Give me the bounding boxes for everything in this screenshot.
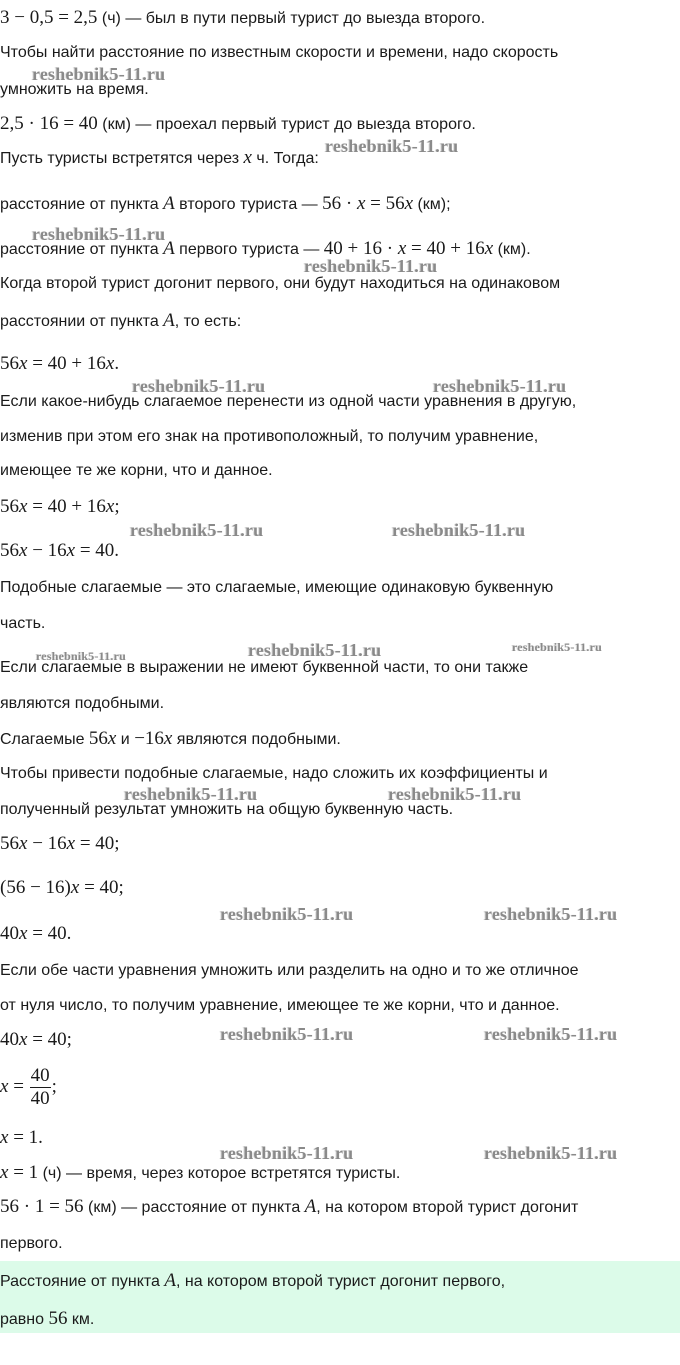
equation-fraction: x = $\frac{40}{40}$ ; [0, 1065, 57, 1110]
answer-line-2: равно 56 км. [0, 1308, 95, 1329]
line-combine-rule-1: Чтобы привести подобные слагаемые, надо сложить их коэффициенты и [0, 765, 548, 782]
watermark: reshebnik5-11.ru [433, 376, 567, 396]
line-combine-rule-2: полученный результат умножить на общую буквенную часть. [0, 801, 454, 818]
watermark: reshebnik5-11.ru [388, 784, 522, 804]
watermark: reshebnik5-11.ru [325, 136, 459, 156]
watermark: reshebnik5-11.ru [220, 1143, 354, 1163]
line-meeting-distance-2: первого. [0, 1235, 63, 1252]
watermark: reshebnik5-11.ru [132, 376, 266, 396]
line-meeting-distance-1: 56 · 1 = 56 (км) — расстояние от пункта A, на котором второй турист догонит [0, 1196, 579, 1217]
equation-6: 40x = 40. [0, 923, 72, 944]
line-meeting-time: x = 1 (ч) — время, через которое встретятся туристы. [0, 1162, 401, 1183]
watermark: reshebnik5-11.ru [130, 520, 264, 540]
watermark: reshebnik5-11.ru [32, 224, 166, 244]
line-transfer-rule-2: изменив при этом его знак на противоположный, то получим уравнение, [0, 428, 539, 445]
fraction: $\frac{40}{40}$ [30, 1065, 50, 1110]
line-catch-up-1: Когда второй турист догонит первого, они будут находиться на одинаковом [0, 275, 561, 292]
watermark: reshebnik5-11.ru [304, 256, 438, 276]
equation-3: 56x − 16x = 40. [0, 540, 120, 561]
equation-1: 56x = 40 + 16x. [0, 353, 120, 374]
equation-result: x = 1. [0, 1127, 43, 1148]
line-like-terms-2: часть. [0, 615, 46, 632]
watermark: reshebnik5-11.ru [220, 1024, 354, 1044]
watermark: reshebnik5-11.ru [32, 64, 166, 84]
equation-7: 40x = 40; [0, 1029, 72, 1050]
watermark: reshebnik5-11.ru [484, 1024, 618, 1044]
line-transfer-rule-1: Если какое-нибудь слагаемое перенести из одной части уравнения в другую, [0, 393, 577, 410]
line-divide-rule-1: Если обе части уравнения умножить или разделить на одно и то же отличное [0, 962, 579, 979]
watermark: reshebnik5-11.ru [220, 904, 354, 924]
line-divide-rule-2: от нуля число, то получим уравнение, имеющее те же корни, что и данное. [0, 997, 560, 1014]
line-rule-distance-2: умножить на время. [0, 81, 149, 98]
watermark: reshebnik5-11.ru [484, 904, 618, 924]
watermark: reshebnik5-11.ru [512, 640, 602, 654]
line-second-tourist-distance: расстояние от пункта A второго туриста — 56 · x = 56x (км); [0, 193, 451, 214]
line-like-terms-4: являются подобными. [0, 695, 165, 712]
line-first-tourist-distance: расстояние от пункта A первого туриста — 40 + 16 · x = 40 + 16x (км). [0, 238, 531, 259]
equation-4: 56x − 16x = 40; [0, 833, 120, 854]
line-catch-up-2: расстоянии от пункта A, то есть: [0, 310, 242, 331]
watermark: reshebnik5-11.ru [392, 520, 526, 540]
line-let-x: Пусть туристы встретятся через x ч. Тогда: [0, 147, 319, 168]
watermark: reshebnik5-11.ru [124, 784, 258, 804]
line-like-terms-3: Если слагаемые в выражении не имеют буквенной части, то они также [0, 659, 529, 676]
line-rule-distance-1: Чтобы найти расстояние по известным скорости и времени, надо скорость [0, 44, 559, 61]
watermark: reshebnik5-11.ru [36, 649, 126, 663]
equation-5: (56 − 16)x = 40; [0, 877, 124, 898]
answer-line-1: Расстояние от пункта A, на котором второй турист догонит первого, [0, 1270, 506, 1291]
line-like-terms-5: Слагаемые 56x и −16x являются подобными. [0, 728, 341, 749]
line-like-terms-1: Подобные слагаемые — это слагаемые, имеющие одинаковую буквенную [0, 579, 554, 596]
line-transfer-rule-3: имеющее те же корни, что и данное. [0, 462, 273, 479]
equation-2: 56x = 40 + 16x; [0, 496, 120, 517]
line-elapsed-time: 3 − 0,5 = 2,5 (ч) — был в пути первый турист до выезда второго. [0, 7, 486, 28]
watermark: reshebnik5-11.ru [484, 1143, 618, 1163]
line-first-distance: 2,5 · 16 = 40 (км) — проехал первый турист до выезда второго. [0, 113, 476, 134]
watermark: reshebnik5-11.ru [248, 640, 382, 660]
